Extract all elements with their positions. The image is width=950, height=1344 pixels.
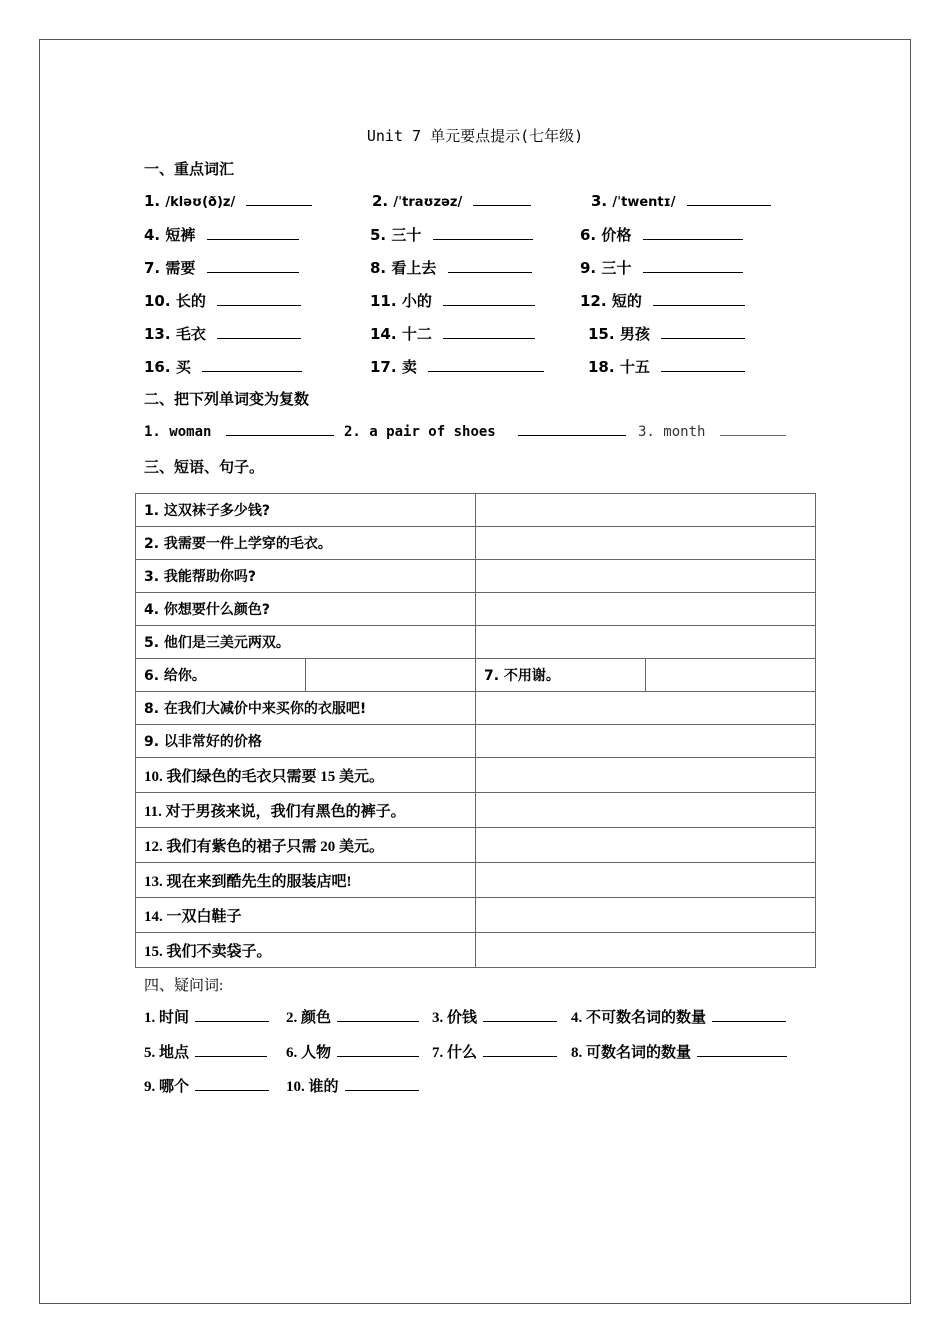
answer-blank[interactable]	[207, 225, 299, 240]
answer-blank[interactable]	[661, 357, 745, 372]
question-word-item: 6. 人物	[286, 1041, 419, 1062]
answer-blank[interactable]	[217, 291, 301, 306]
vocab-item: 13. 毛衣	[144, 323, 301, 344]
answer-cell[interactable]	[476, 933, 816, 968]
answer-blank[interactable]	[687, 191, 771, 206]
phrase-prompt: 10. 我们绿色的毛衣只需要 15 美元。	[136, 758, 476, 793]
section-heading-phrases: 三、短语、句子。	[144, 458, 265, 476]
question-word-item: 2. 颜色	[286, 1006, 419, 1027]
answer-blank[interactable]	[443, 291, 535, 306]
table-row	[136, 692, 816, 725]
answer-cell[interactable]	[476, 863, 816, 898]
table-row	[136, 593, 816, 626]
vocab-item: 4. 短裤	[144, 224, 299, 245]
answer-blank[interactable]	[473, 191, 531, 206]
section-heading-vocabulary: 一、重点词汇	[144, 160, 235, 178]
vocab-row	[0, 290, 950, 312]
answer-blank[interactable]	[712, 1007, 786, 1022]
phrase-prompt: 14. 一双白鞋子	[136, 898, 476, 933]
answer-blank[interactable]	[643, 225, 743, 240]
vocab-row	[0, 356, 950, 378]
table-row	[136, 863, 816, 898]
answer-blank[interactable]	[246, 191, 312, 206]
vocab-item: 5. 三十	[370, 224, 533, 245]
answer-cell[interactable]	[476, 828, 816, 863]
phrase-prompt: 15. 我们不卖袋子。	[136, 933, 476, 968]
answer-cell[interactable]	[476, 758, 816, 793]
table-row	[136, 560, 816, 593]
table-row	[136, 494, 816, 527]
phrases-table	[135, 493, 816, 968]
vocab-row	[0, 257, 950, 279]
answer-cell[interactable]	[476, 560, 816, 593]
table-row	[136, 725, 816, 758]
question-word-item: 4. 不可数名词的数量	[571, 1006, 786, 1027]
answer-blank[interactable]	[653, 291, 745, 306]
question-word-item: 8. 可数名词的数量	[571, 1041, 787, 1062]
answer-blank[interactable]	[697, 1042, 787, 1057]
page-title: Unit 7 单元要点提示(七年级)	[366, 127, 584, 145]
answer-blank[interactable]	[195, 1076, 269, 1091]
phrase-prompt: 4. 你想要什么颜色?	[136, 593, 476, 626]
answer-blank[interactable]	[448, 258, 532, 273]
table-row	[136, 898, 816, 933]
section-heading-question-words: 四、疑问词:	[144, 978, 224, 994]
answer-cell[interactable]	[476, 793, 816, 828]
phrase-prompt: 2. 我需要一件上学穿的毛衣。	[136, 527, 476, 560]
answer-blank[interactable]	[207, 258, 299, 273]
vocab-item: 3. /ˈtwentɪ/	[591, 191, 771, 210]
answer-blank[interactable]	[226, 421, 334, 436]
phrase-prompt: 6. 给你。	[136, 659, 306, 692]
vocab-row	[0, 323, 950, 345]
answer-blank[interactable]	[661, 324, 745, 339]
vocab-item: 12. 短的	[580, 290, 745, 311]
question-word-item: 3. 价钱	[432, 1006, 557, 1027]
answer-cell[interactable]	[476, 692, 816, 725]
answer-blank[interactable]	[518, 421, 626, 436]
answer-cell[interactable]	[476, 898, 816, 933]
table-row	[136, 793, 816, 828]
phrase-prompt: 13. 现在来到酷先生的服装店吧!	[136, 863, 476, 898]
answer-blank[interactable]	[483, 1042, 557, 1057]
question-word-item: 5. 地点	[144, 1041, 267, 1062]
table-row	[136, 758, 816, 793]
table-row	[136, 828, 816, 863]
phrase-prompt: 12. 我们有紫色的裙子只需 20 美元。	[136, 828, 476, 863]
answer-cell[interactable]	[476, 494, 816, 527]
answer-blank[interactable]	[720, 421, 786, 436]
table-row	[136, 527, 816, 560]
answer-cell[interactable]	[646, 659, 816, 692]
answer-blank[interactable]	[443, 324, 535, 339]
vocab-item: 18. 十五	[588, 356, 745, 377]
plural-item: 1. woman	[144, 421, 334, 440]
vocab-row	[0, 191, 950, 213]
answer-blank[interactable]	[217, 324, 301, 339]
phrase-prompt: 7. 不用谢。	[476, 659, 646, 692]
answer-cell[interactable]	[476, 593, 816, 626]
vocab-item: 7. 需要	[144, 257, 299, 278]
answer-cell[interactable]	[476, 725, 816, 758]
table-row	[136, 659, 816, 692]
vocab-item: 6. 价格	[580, 224, 743, 245]
vocab-item: 17. 卖	[370, 356, 544, 377]
phrase-prompt: 1. 这双袜子多少钱?	[136, 494, 476, 527]
phrase-prompt: 9. 以非常好的价格	[136, 725, 476, 758]
vocab-item: 15. 男孩	[588, 323, 745, 344]
answer-blank[interactable]	[428, 357, 544, 372]
answer-blank[interactable]	[195, 1042, 267, 1057]
vocab-item: 1. /kləʊ(ð)z/	[144, 191, 312, 210]
answer-blank[interactable]	[337, 1007, 419, 1022]
answer-blank[interactable]	[643, 258, 743, 273]
phrase-prompt: 8. 在我们大减价中来买你的衣服吧!	[136, 692, 476, 725]
vocab-item: 8. 看上去	[370, 257, 532, 278]
vocab-item: 2. /ˈtraʊzəz/	[372, 191, 531, 210]
answer-cell[interactable]	[306, 659, 476, 692]
answer-blank[interactable]	[433, 225, 533, 240]
question-word-item: 1. 时间	[144, 1006, 269, 1027]
answer-blank[interactable]	[345, 1076, 419, 1091]
vocab-item: 9. 三十	[580, 257, 743, 278]
answer-blank[interactable]	[195, 1007, 269, 1022]
section-heading-plurals: 二、把下列单词变为复数	[144, 390, 310, 408]
question-word-item: 7. 什么	[432, 1041, 557, 1062]
table-row	[136, 933, 816, 968]
plural-item: 2. a pair of shoes	[344, 421, 626, 440]
vocab-item: 11. 小的	[370, 290, 535, 311]
plural-item: 3. month	[638, 421, 786, 440]
answer-cell[interactable]	[476, 527, 816, 560]
table-row	[136, 626, 816, 659]
answer-blank[interactable]	[337, 1042, 419, 1057]
vocab-row	[0, 224, 950, 246]
vocab-item: 16. 买	[144, 356, 302, 377]
phrase-prompt: 3. 我能帮助你吗?	[136, 560, 476, 593]
phrase-prompt: 5. 他们是三美元两双。	[136, 626, 476, 659]
question-word-item: 10. 谁的	[286, 1075, 419, 1096]
phrase-prompt: 11. 对于男孩来说，我们有黑色的裤子。	[136, 793, 476, 828]
answer-blank[interactable]	[483, 1007, 557, 1022]
answer-blank[interactable]	[202, 357, 302, 372]
question-word-item: 9. 哪个	[144, 1075, 269, 1096]
vocab-item: 10. 长的	[144, 290, 301, 311]
answer-cell[interactable]	[476, 626, 816, 659]
vocab-item: 14. 十二	[370, 323, 535, 344]
